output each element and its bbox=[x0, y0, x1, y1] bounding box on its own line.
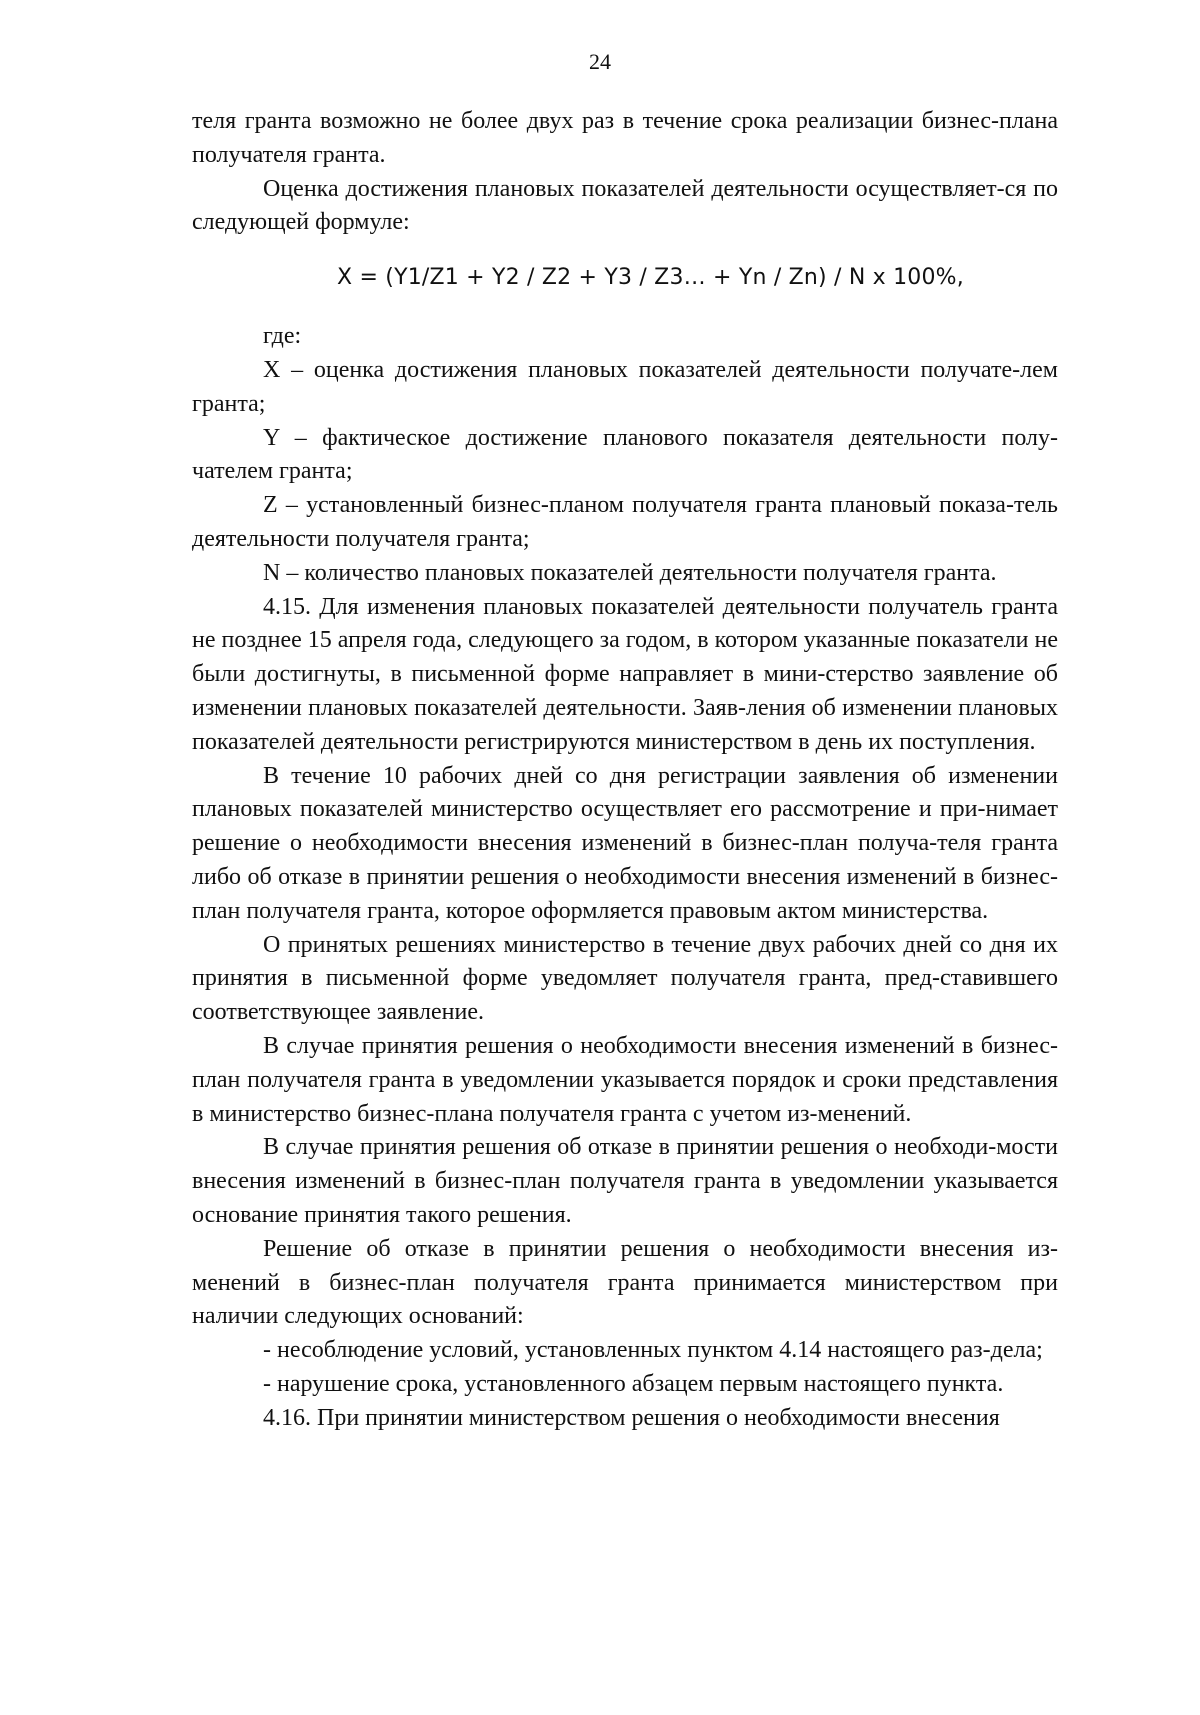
definition-n: N – количество плановых показателей деятельности получателя гранта. bbox=[263, 559, 997, 586]
definition-y: Y – фактическое достижение планового показателя деятельности полу-чателем гранта; bbox=[192, 424, 1058, 485]
definition-x: X – оценка достижения плановых показателей деятельности получате-лем гранта; bbox=[192, 356, 1058, 417]
page-number: 24 bbox=[589, 49, 611, 74]
paragraph-continuation: теля гранта возможно не более двух раз в течение срока реализации бизнес-плана получателя гранта. bbox=[192, 108, 1058, 168]
document-body bbox=[192, 105, 1058, 1435]
list-item-ground-1: - несоблюдение условий, установленных пунктом 4.14 настоящего раз-дела; bbox=[263, 1337, 1043, 1364]
paragraph-review-period: В течение 10 рабочих дней со дня регистрации заявления об изменении плановых показателей министерство осуществляет его рассмотрение и при-нимает решение о необходимости внесения изменений в бизнес-план получа-теля гранта либо об отказе в принятии решения о необходимости внесения изменений в бизнес-план получателя гранта, которое оформляется правовым актом министерства. bbox=[192, 762, 1058, 924]
paragraph-refusal-case: В случае принятия решения об отказе в принятии решения о необходи-мости внесения изменений в бизнес-план получателя гранта в уведомлении указывается основание принятия такого решения. bbox=[192, 1134, 1058, 1228]
paragraph-4-16: 4.16. При принятии министерством решения о необходимости внесения bbox=[263, 1404, 1000, 1431]
paragraph-formula-intro: Оценка достижения плановых показателей деятельности осуществляет-ся по следующей формуле: bbox=[192, 175, 1058, 236]
definition-z: Z – установленный бизнес-планом получателя гранта плановый показа-тель деятельности получателя гранта; bbox=[192, 492, 1058, 552]
where-label: где: bbox=[263, 323, 302, 350]
evaluation-formula: X = (Y1/Z1 + Y2 / Z2 + Y3 / Z3… + Yn / Zn) / N x 100%, bbox=[337, 265, 964, 291]
paragraph-4-15: 4.15. Для изменения плановых показателей деятельности получатель гранта не позднее 15 апреля года, следующего за годом, в котором указанные показатели не были достигнуты, в письменной форме направляет в мини-стерство заявление об изменении плановых показателей деятельности. Заяв-ления об изменении плановых показателей деятельности регистрируются министерством в день их поступления. bbox=[192, 593, 1058, 755]
paragraph-approval-case: В случае принятия решения о необходимости внесения изменений в бизнес-план получателя гранта в уведомлении указывается порядок и сроки представления в министерство бизнес-плана получателя гранта с учетом из-менений. bbox=[192, 1032, 1058, 1127]
paragraph-refusal-grounds: Решение об отказе в принятии решения о необходимости внесения из-менений в бизнес-план получателя гранта принимается министерством при наличии следующих оснований: bbox=[192, 1235, 1058, 1330]
paragraph-notification: О принятых решениях министерство в течение двух рабочих дней со дня их принятия в письменной форме уведомляет получателя гранта, пред-ставившего соответствующее заявление. bbox=[192, 931, 1058, 1026]
list-item-ground-2: - нарушение срока, установленного абзацем первым настоящего пункта. bbox=[263, 1370, 1004, 1397]
